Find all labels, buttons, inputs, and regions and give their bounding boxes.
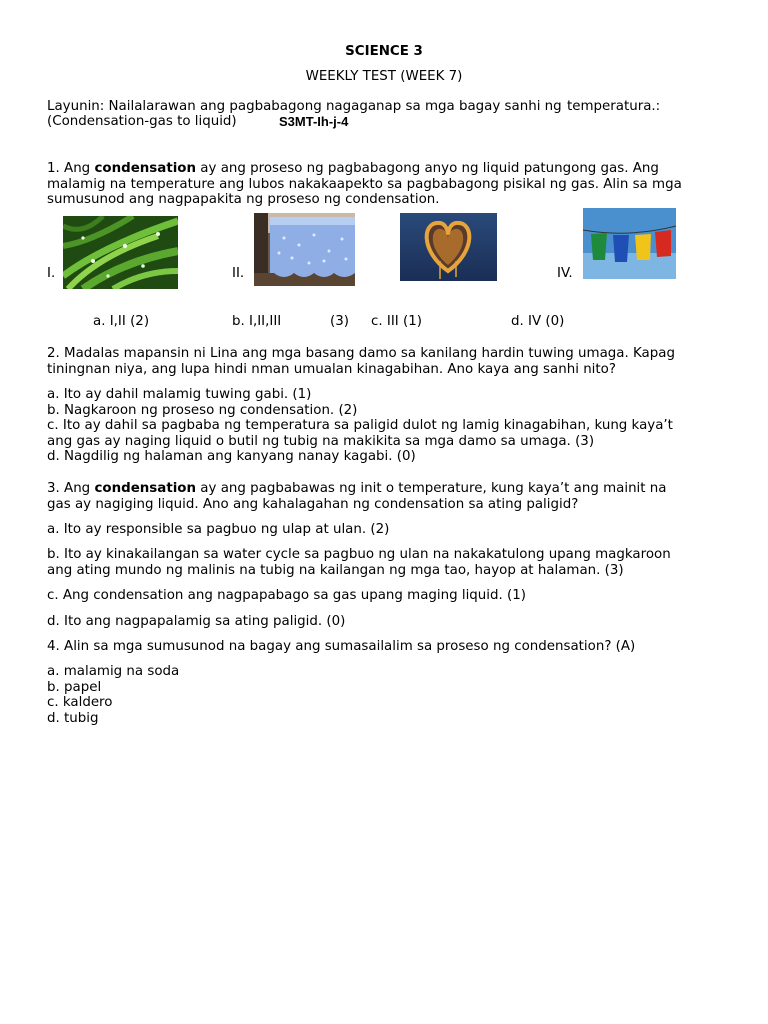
q1-label-i: I. bbox=[47, 266, 56, 281]
q3-keyword: condensation bbox=[94, 481, 197, 496]
q2-choices bbox=[47, 387, 737, 465]
q2-choice-c-line2: ang gas ay naging liquid o butil ng tubig na makikita sa mga damo sa umaga. (3) bbox=[47, 433, 595, 449]
clothes-on-clothesline-image bbox=[583, 208, 676, 279]
q3-choice-b bbox=[47, 547, 737, 578]
objective-line1-tail: temperatura.: bbox=[567, 99, 661, 114]
question-4: 4. Alin sa mga sumusunod na bagay ang sumasailalim sa proseso ng condensation? (A) bbox=[47, 639, 636, 654]
q4-choice-d: d. tubig bbox=[47, 710, 99, 726]
q2-choice-a: a. Ito ay dahil malamig tuwing gabi. (1) bbox=[47, 387, 312, 402]
q4-choice-b: b. papel bbox=[47, 679, 102, 695]
q1-label-ii: II. bbox=[232, 266, 245, 281]
q1-line3: sumusunod ang nagpapakita ng proseso ng condensation. bbox=[47, 192, 440, 207]
q2-line1: 2. Madalas mapansin ni Lina ang mga basang damo sa kanilang hardin tuwing umaga. Kapag bbox=[47, 346, 675, 361]
competency-code: S3MT-Ih-j-4 bbox=[279, 114, 349, 129]
q1-text: ay ang proseso ng pagbabagong anyo ng liquid patungong gas. Ang bbox=[196, 161, 659, 176]
q4-choice-c: c. kaldero bbox=[47, 695, 113, 710]
question-2 bbox=[47, 346, 737, 377]
q2-choice-b: b. Nagkaroon ng proseso ng condensation. (2) bbox=[47, 402, 358, 418]
q1-prefix: 1. Ang bbox=[47, 161, 95, 176]
question-3 bbox=[47, 481, 737, 512]
q2-line2: tiningnan niya, ang lupa hindi nman umualan kinagabihan. Ano kaya ang sanhi nito? bbox=[47, 361, 616, 377]
objective-line2: (Condensation-gas to liquid) bbox=[47, 114, 237, 129]
q3-text: ay ang pagbabawas ng init o temperature, kung kaya’t ang mainit na bbox=[196, 481, 667, 496]
q1-choice-c: c. III (1) bbox=[371, 314, 422, 329]
q3-choice-b-line1: b. Ito ay kinakailangan sa water cycle sa pagbuo ng ulan na nakakatulong upang magkaroon bbox=[47, 547, 671, 562]
q3-choice-b-line2: ang ating mundo ng malinis na tubig na kailangan ng mga tao, hayop at halaman. (3) bbox=[47, 562, 624, 578]
q1-label-iv: IV. bbox=[557, 266, 573, 281]
page-subtitle: WEEKLY TEST (WEEK 7) bbox=[305, 69, 463, 84]
q4-choice-a: a. malamig na soda bbox=[47, 664, 180, 679]
q2-choice-d: d. Nagdilig ng halaman ang kanyang nanay kagabi. (0) bbox=[47, 449, 416, 464]
q1-choice-d: d. IV (0) bbox=[511, 314, 565, 329]
q1-choice-a: a. I,II (2) bbox=[93, 314, 150, 329]
q2-choice-c-line1: c. Ito ay dahil sa pagbaba ng temperatura sa paligid dulot ng lamig kinagabihan, kung kaya’t bbox=[47, 418, 673, 433]
objective-line1: Layunin: Nailalarawan ang pagbabagong nagaganap sa mga bagay sanhi ng bbox=[47, 99, 562, 114]
q1-choice-b: b. I,II,III bbox=[232, 314, 282, 329]
q3-choice-c: c. Ang condensation ang nagpapabago sa gas upang maging liquid. (1) bbox=[47, 588, 526, 603]
q1-line2: malamig na temperature ang lubos nakakaapekto sa pagbabagong pisikal ng gas. Alin sa mga bbox=[47, 176, 682, 192]
q4-choices bbox=[47, 664, 737, 726]
q3-line2: gas ay nagiging liquid. Ano ang kahalagahan ng condensation sa ating paligid? bbox=[47, 496, 579, 512]
q3-choice-a: a. Ito ay responsible sa pagbuo ng ulap at ulan. (2) bbox=[47, 522, 390, 537]
q3-prefix: 3. Ang bbox=[47, 481, 95, 496]
heart-on-foggy-glass-image bbox=[400, 213, 497, 281]
q1-choice-b-score: (3) bbox=[330, 314, 349, 329]
page-title: SCIENCE 3 bbox=[345, 44, 423, 59]
dew-on-grass-image bbox=[63, 216, 178, 289]
q1-keyword: condensation bbox=[94, 161, 197, 176]
question-1 bbox=[47, 161, 737, 208]
q3-choice-d: d. Ito ang nagpapalamig sa ating paligid. (0) bbox=[47, 614, 346, 629]
water-bottle-droplets-image bbox=[254, 213, 355, 286]
